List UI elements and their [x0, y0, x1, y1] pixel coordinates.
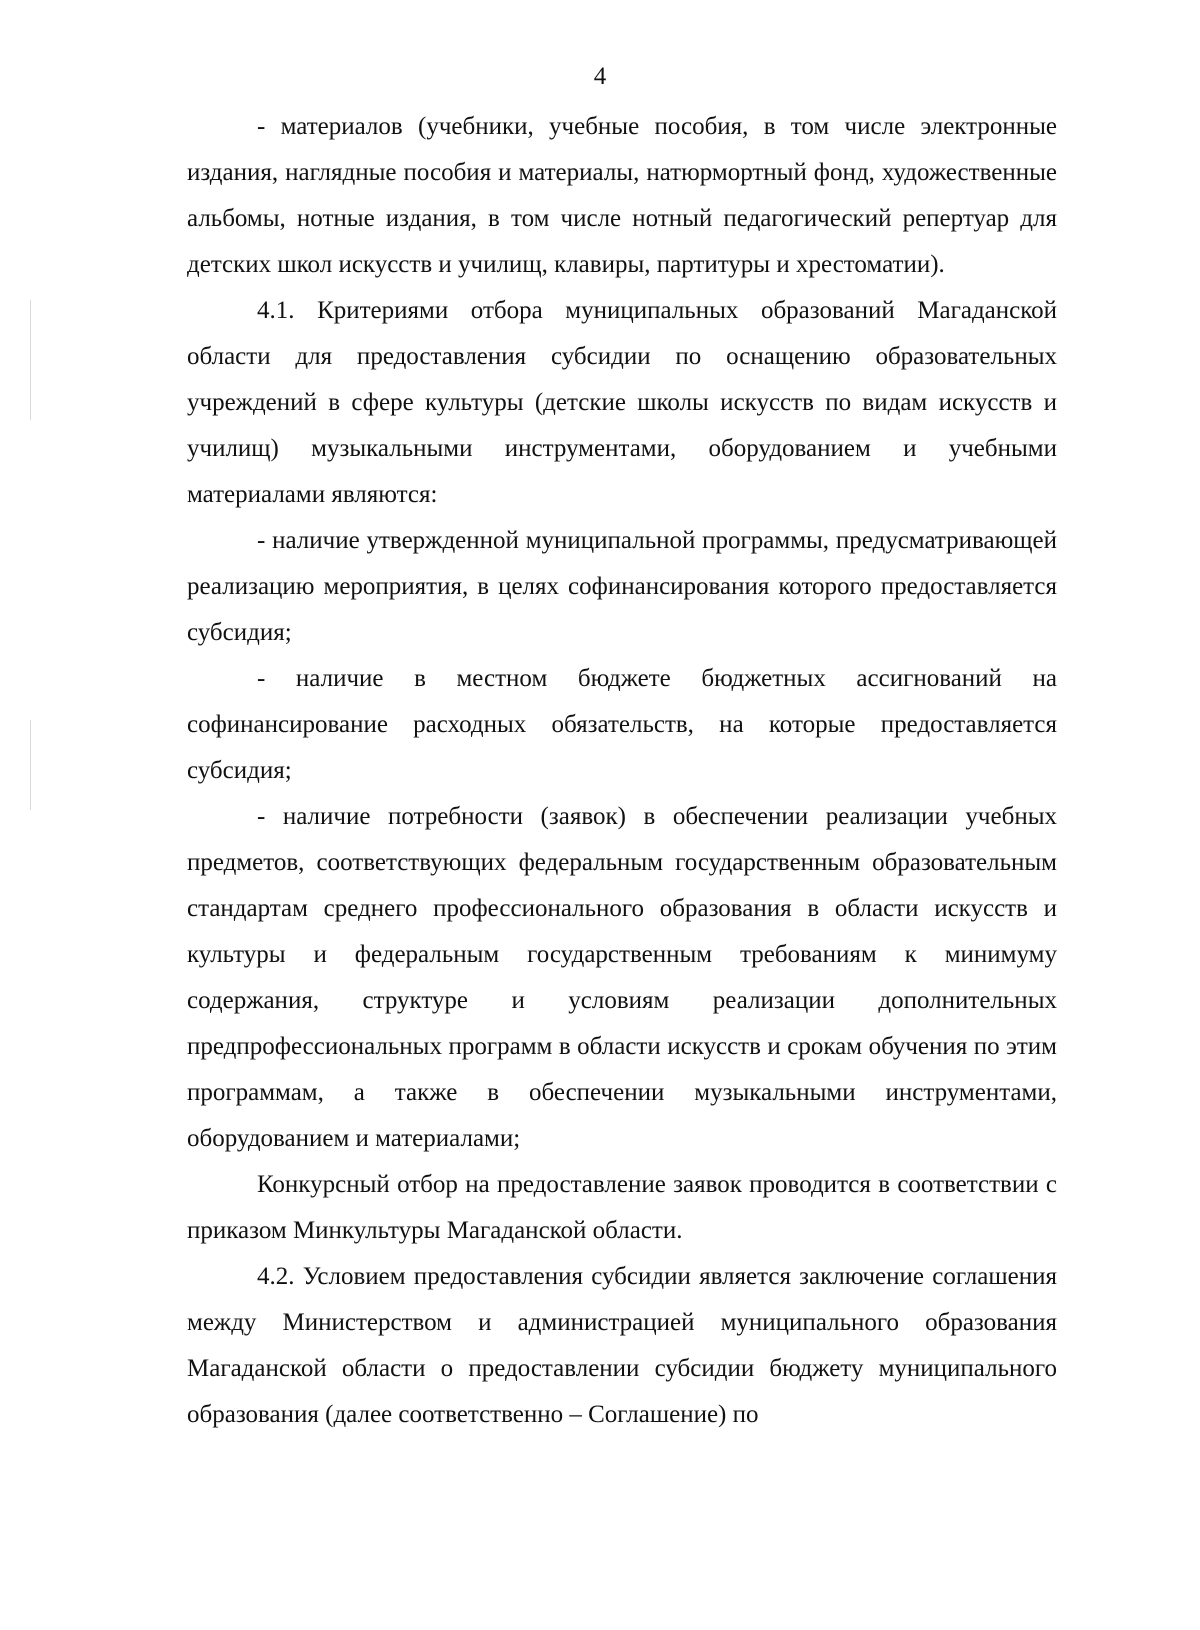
scan-edge-mark — [30, 300, 31, 420]
paragraph-4-2-condition: 4.2. Условием предоставления субсидии является заключение соглашения между Министерством и администрацией муниципального образования Магаданской области о предоставлении субсидии бюджету муниципального образования (далее соответственно – Соглашение) по — [187, 1263, 1057, 1428]
scan-edge-mark — [30, 720, 31, 810]
document-body — [187, 104, 1057, 1438]
paragraph-criterion-demand: - наличие потребности (заявок) в обеспечении реализации учебных предметов, соответствующих федеральным государственным образовательным стандартам среднего профессионального образования в области искусств и культуры и федеральным государственным требованиям к минимуму содержания, структуре и условиям реализации дополнительных предпрофессиональных программ в области искусств и срокам обучения по этим программам, а также в обеспечении музыкальными инструментами, оборудованием и материалами; — [187, 803, 1057, 1152]
paragraph-4-1-criteria: 4.1. Критериями отбора муниципальных образований Магаданской области для предоставления субсидии по оснащению образовательных учреждений в сфере культуры (детские школы искусств по видам искусств и училищ) музыкальными инструментами, оборудованием и учебными материалами являются: — [187, 297, 1057, 508]
paragraph-criterion-budget: - наличие в местном бюджете бюджетных ассигнований на софинансирование расходных обязательств, на которые предоставляется субсидия; — [187, 665, 1057, 784]
paragraph-competitive-selection: Конкурсный отбор на предоставление заявок проводится в соответствии с приказом Минкультуры Магаданской области. — [187, 1171, 1057, 1244]
paragraph-criterion-program: - наличие утвержденной муниципальной программы, предусматривающей реализацию мероприятия, в целях софинансирования которого предоставляется субсидия; — [187, 527, 1057, 646]
page-number: 4 — [593, 63, 607, 90]
paragraph-materials-list-item: - материалов (учебники, учебные пособия, в том числе электронные издания, наглядные пособия и материалы, натюрмортный фонд, художественные альбомы, нотные издания, в том числе нотный педагогический репертуар для детских школ искусств и училищ, клавиры, партитуры и хрестоматии). — [187, 113, 1057, 278]
